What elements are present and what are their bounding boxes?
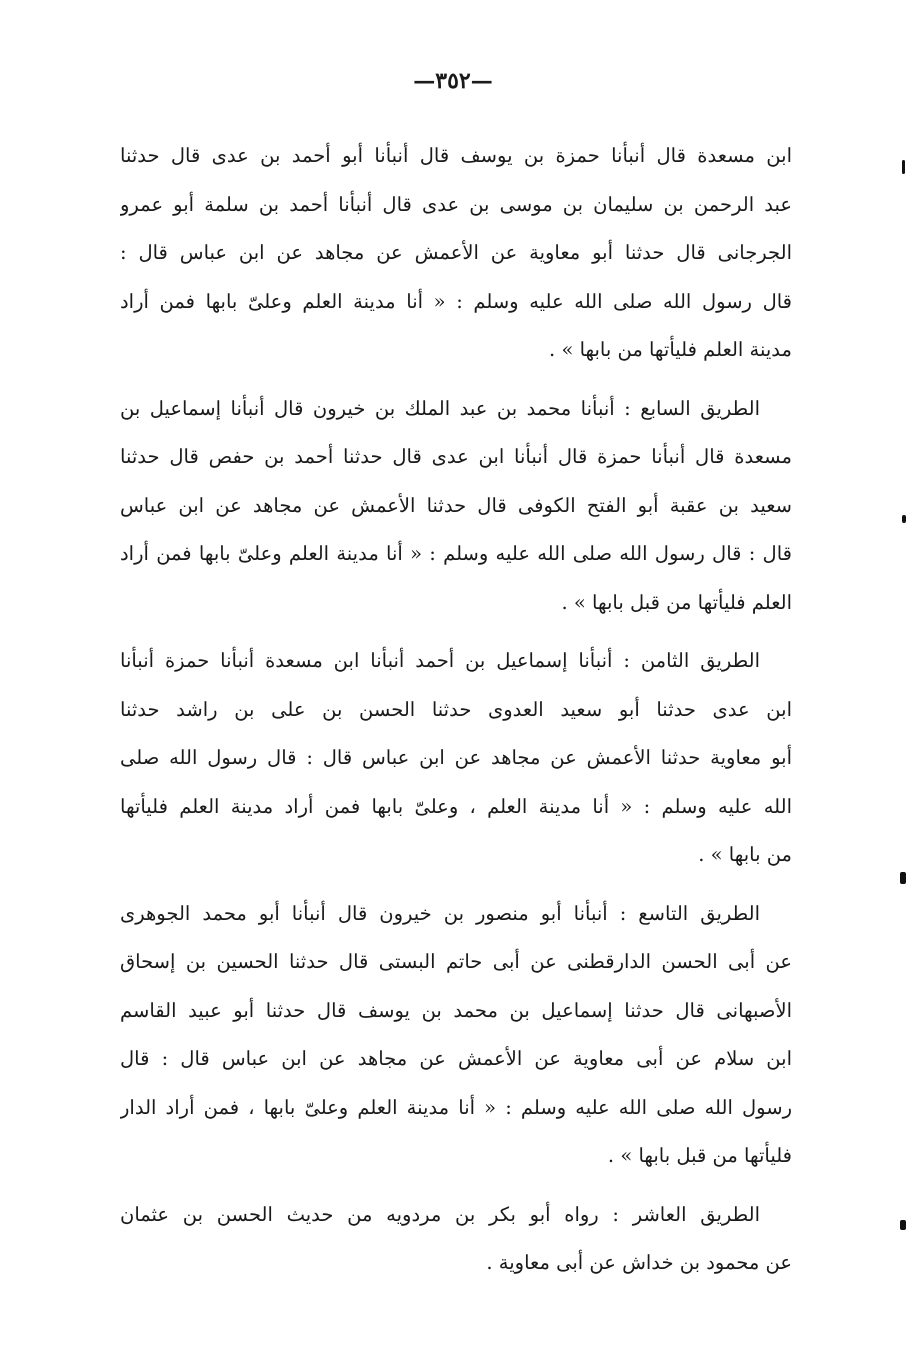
text-line: رسول الله صلى الله عليه وسلم : « أنا مدينة العلم وعلىّ بابها ، فمن أراد الدار	[120, 1095, 792, 1119]
text-line: عن أبى الحسن الدارقطنى عن أبى حاتم البستى قال حدثنا الحسين بن إسحاق	[120, 950, 792, 973]
text-line: مسعدة قال أنبأنا حمزة قال أنبأنا ابن عدى قال حدثنا أحمد بن حفص قال حدثنا	[120, 445, 792, 468]
text-line: الله عليه وسلم : « أنا مدينة العلم ، وعلىّ بابها فمن أراد مدينة العلم فليأتها	[120, 794, 792, 818]
scan-mark-top	[902, 160, 905, 174]
scan-mark-lower	[900, 872, 906, 884]
text-line: فليأتها من قبل بابها » .	[607, 1144, 792, 1167]
text-line: العلم فليأتها من قبل بابها » .	[561, 590, 792, 614]
text-line: سعيد بن عقبة أبو الفتح الكوفى قال حدثنا الأعمش عن مجاهد عن ابن عباس	[120, 493, 792, 517]
paragraph-5	[120, 1191, 792, 1288]
text-line: قال رسول الله صلى الله عليه وسلم : « أنا مدينة العلم وعلىّ بابها فمن أراد	[120, 289, 792, 313]
text-line: ابن عدى حدثنا أبو سعيد العدوى حدثنا الحسن بن على بن راشد حدثنا	[120, 697, 792, 721]
text-line: الطريق العاشر : رواه أبو بكر بن مردويه من حديث الحسن بن عثمان	[120, 1202, 760, 1226]
text-line: من بابها » .	[698, 843, 792, 866]
text-line: عن محمود بن خداش عن أبى معاوية .	[486, 1251, 792, 1274]
body-text	[120, 132, 792, 1288]
page-number: —٣٥٢—	[413, 68, 493, 94]
text-line: ابن مسعدة قال أنبأنا حمزة بن يوسف قال أنبأنا أبو أحمد بن عدى قال حدثنا	[120, 144, 792, 167]
text-line: الأصبهانى قال حدثنا إسماعيل بن محمد بن يوسف قال حدثنا أبو عبيد القاسم	[120, 998, 792, 1022]
text-line: الطريق التاسع : أنبأنا أبو منصور بن خيرون قال أنبأنا أبو محمد الجوهرى	[120, 901, 760, 925]
text-line: الجرجانى قال حدثنا أبو معاوية عن الأعمش عن مجاهد عن ابن عباس قال :	[120, 241, 792, 264]
scan-mark-bottom	[900, 1220, 906, 1230]
text-line: قال : قال رسول الله صلى الله عليه وسلم : « أنا مدينة العلم وعلىّ بابها فمن أراد	[120, 542, 792, 565]
paragraph-3	[120, 637, 792, 880]
text-line: ابن سلام عن أبى معاوية عن الأعمش عن مجاهد عن ابن عباس قال : قال	[120, 1047, 792, 1070]
paragraph-2	[120, 385, 792, 628]
scan-mark-middle	[902, 515, 906, 523]
text-line: عبد الرحمن بن سليمان بن موسى بن عدى قال أنبأنا أحمد بن سلمة أبو عمرو	[120, 192, 792, 216]
paragraph-4	[120, 890, 792, 1181]
paragraph-1	[120, 132, 792, 375]
text-line: الطريق الثامن : أنبأنا إسماعيل بن أحمد أنبأنا ابن مسعدة أنبأنا حمزة أنبأنا	[120, 649, 760, 672]
text-line: مدينة العلم فليأتها من بابها » .	[549, 338, 792, 361]
text-line: أبو معاوية حدثنا الأعمش عن مجاهد عن ابن عباس قال : قال رسول الله صلى	[120, 746, 792, 769]
text-line: الطريق السابع : أنبأنا محمد بن عبد الملك بن خيرون قال أنبأنا إسماعيل بن	[120, 396, 760, 420]
